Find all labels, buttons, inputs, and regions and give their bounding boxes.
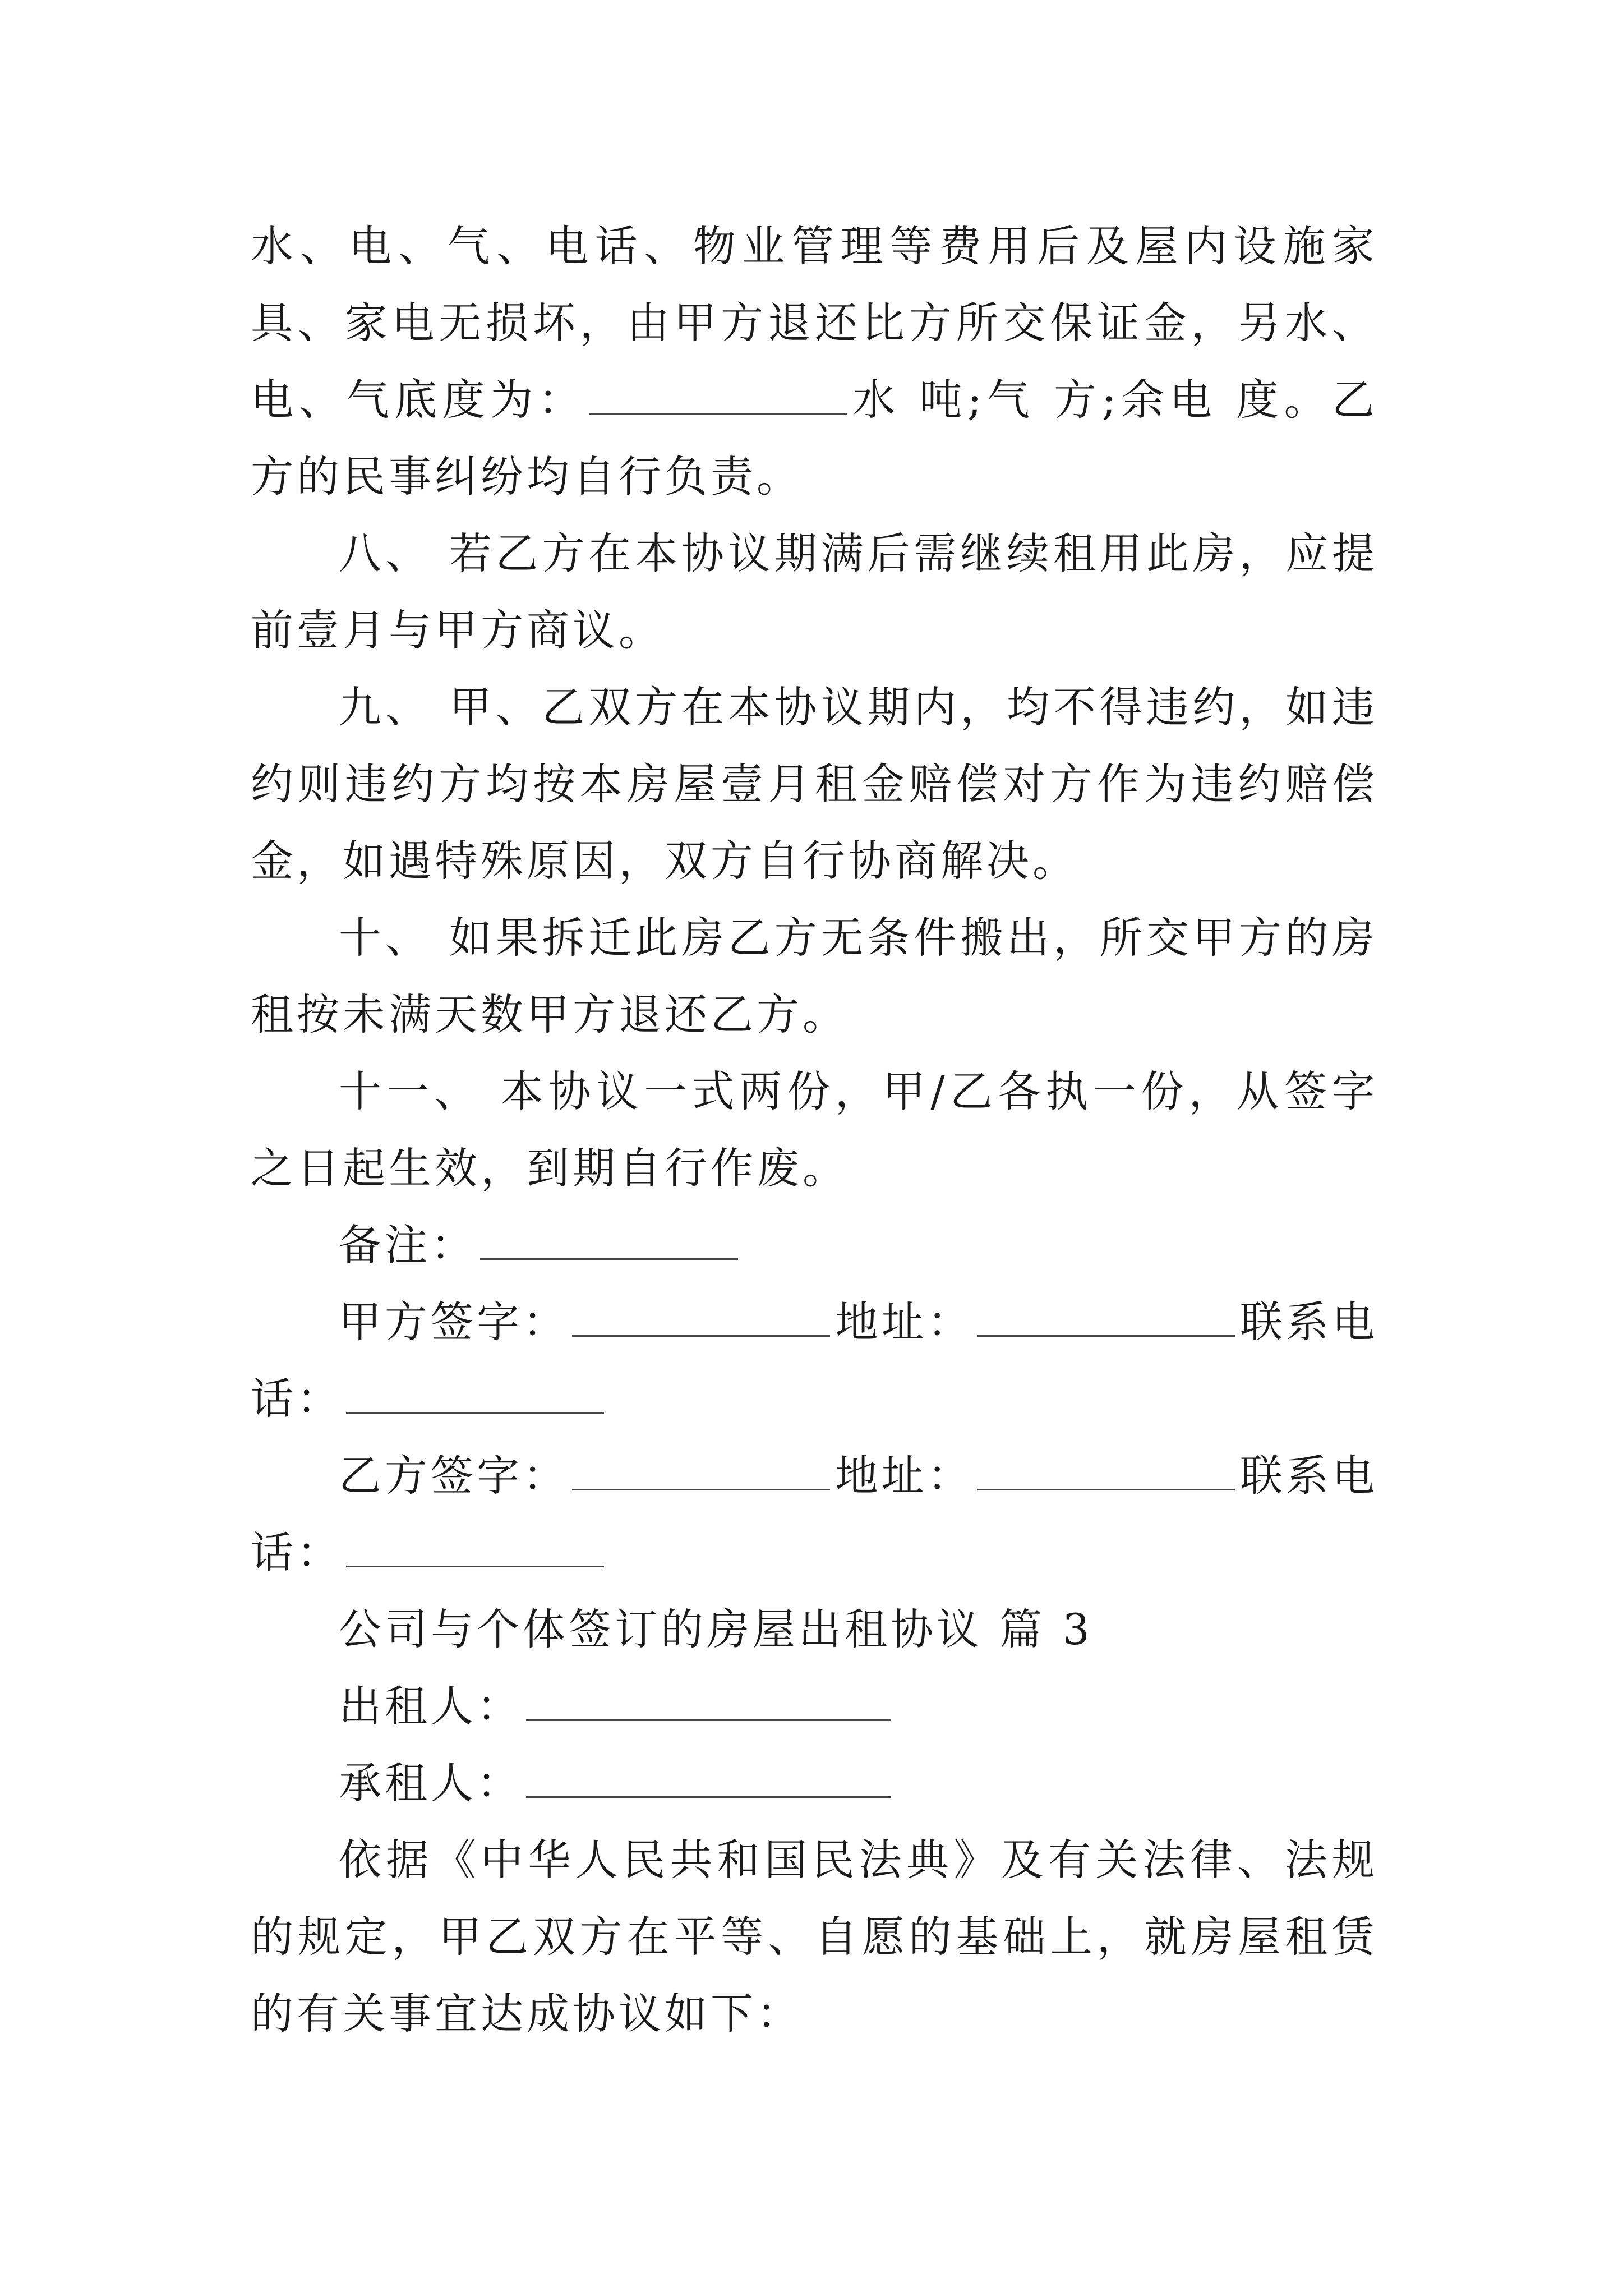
party-b-phone-blank (346, 1527, 604, 1567)
party-b-line (251, 1437, 1378, 1514)
party-a-sign-blank (572, 1297, 830, 1337)
party-a-line (251, 1283, 1378, 1360)
party-b-phone-label: 联系电 (1240, 1451, 1378, 1501)
clause-9: 九、 甲、乙双方在本协议期内，均不得违约，如违约则违约方均按本房屋壹月租金赔偿对方作为违约赔偿金，如遇特殊原因，双方自行协商解决。 (251, 682, 1378, 886)
deposit-text: 水、电、气、电话、物业管理等费用后及屋内设施家具、家电无损坏，由甲方退还比方所交保证金，另水、电、气底度为： (251, 221, 1378, 425)
lessor-blank (526, 1681, 891, 1721)
remark-label: 备注： (339, 1220, 477, 1270)
lessor-label: 出租人： (339, 1681, 523, 1731)
party-b-sign-label: 乙方签字： (339, 1451, 569, 1501)
intro-paragraph: 依据《中华人民共和国民法典》及有关法律、法规的规定，甲乙双方在平等、自愿的基础上，就房屋租赁的有关事宜达成协议如下： (251, 1835, 1378, 2039)
party-b-address-label: 地址： (835, 1451, 974, 1501)
party-b-phone-line (251, 1514, 1378, 1591)
lessee-blank (526, 1758, 891, 1798)
party-a-phone-line (251, 1360, 1378, 1437)
party-a-phone-blank (346, 1374, 604, 1414)
paragraph-deposit (251, 208, 1378, 515)
clause-8: 八、 若乙方在本协议期满后需继续租用此房，应提前壹月与甲方商议。 (251, 528, 1378, 655)
document-body (251, 208, 1378, 2052)
remark-line (251, 1207, 1378, 1283)
party-a-phone-label: 联系电 (1240, 1297, 1378, 1347)
party-a-address-blank (977, 1297, 1235, 1337)
meter-units-text: 水 吨;气 方;余电 度。乙方的民事纠纷均自行负责。 (251, 375, 1378, 501)
party-a-sign-label: 甲方签字： (339, 1297, 569, 1347)
party-b-sign-blank (572, 1451, 830, 1490)
party-b-address-blank (977, 1451, 1235, 1490)
section-title: 公司与个体签订的房屋出租协议 篇 3 (339, 1604, 1093, 1654)
lessor-line (251, 1668, 1378, 1745)
lessee-line (251, 1745, 1378, 1821)
clause-10: 十、 如果拆迁此房乙方无条件搬出，所交甲方的房租按未满天数甲方退还乙方。 (251, 913, 1378, 1039)
party-b-phone-label-cont: 话： (251, 1527, 343, 1577)
clause-11: 十一、 本协议一式两份，甲/乙各执一份，从签字之日起生效，到期自行作废。 (251, 1066, 1378, 1193)
remark-blank (480, 1220, 738, 1260)
lessee-label: 承租人： (339, 1758, 523, 1808)
party-a-address-label: 地址： (835, 1297, 974, 1347)
meter-reading-blank (589, 375, 847, 415)
party-a-phone-label-cont: 话： (251, 1374, 343, 1424)
